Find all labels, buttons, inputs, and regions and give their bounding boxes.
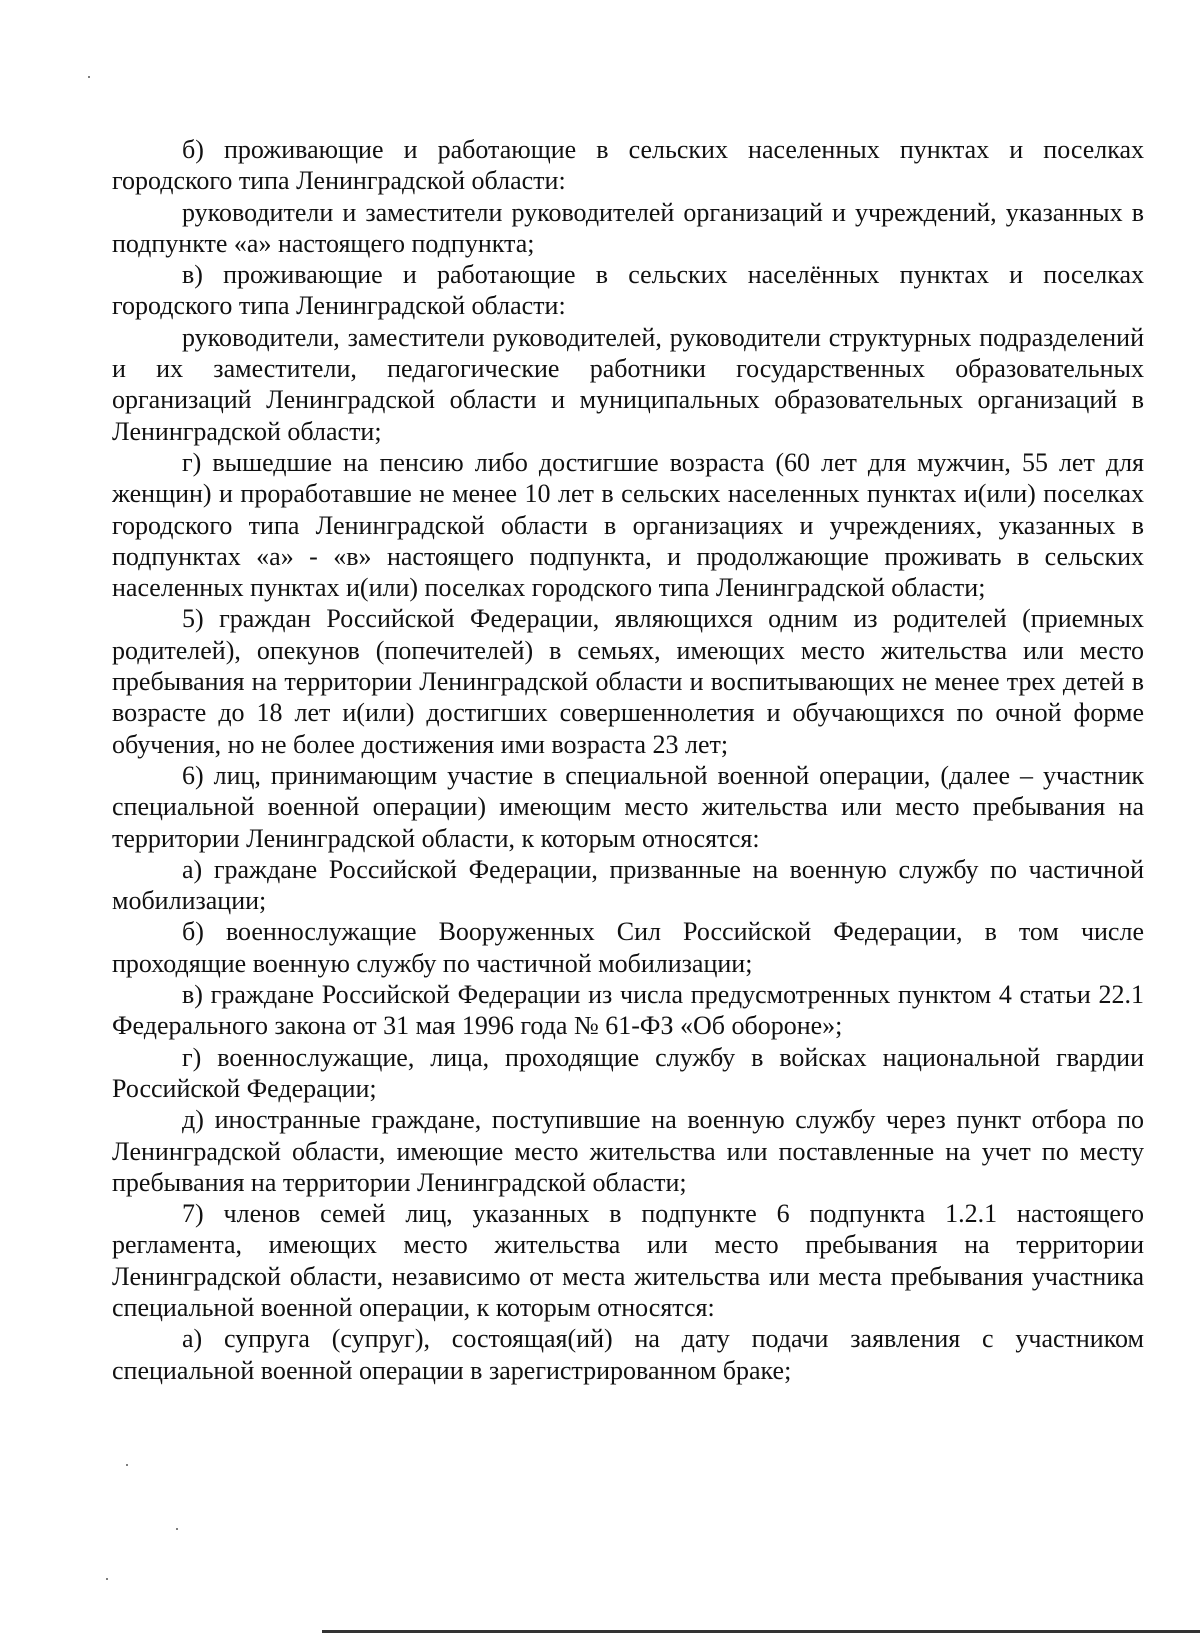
- scan-speck: [176, 1528, 178, 1530]
- paragraph-managers: руководители и заместители руководителей организаций и учреждений, указанных в подпункте «а» настоящего подпункта;: [112, 197, 1144, 258]
- paragraph-v-rural-residents: в) проживающие и работающие в сельских населённых пунктах и поселках городского типа Ленинградской области:: [112, 260, 1144, 321]
- paragraph-b-rural-residents: б) проживающие и работающие в сельских населенных пунктах и поселках городского типа Ленинградской области:: [112, 135, 1144, 196]
- scan-speck: [126, 1464, 128, 1466]
- paragraph-g-pensioners: г) вышедшие на пенсию либо достигшие возраста (60 лет для мужчин, 55 лет для женщин) и проработавшие не менее 10 лет в сельских населенных пунктах и(или) поселках городского типа Ленинградской области в организациях и учреждениях, указанных в подпунктах «а» - «в» настоящего подпункта, и продолжающие проживать в сельских населенных пунктах и(или) поселках городского типа Ленинградской области;: [112, 447, 1144, 603]
- paragraph-6v-defense-law: в) граждане Российской Федерации из числа предусмотренных пунктом 4 статьи 22.1 Федерального закона от 31 мая 1996 года № 61-ФЗ «Об обороне»;: [112, 980, 1144, 1041]
- scan-bottom-edge: [322, 1630, 1200, 1633]
- scan-speck: [106, 1578, 108, 1580]
- paragraph-6a-mobilized: а) граждане Российской Федерации, призванные на военную службу по частичной мобилизации;: [112, 854, 1144, 916]
- paragraph-7a-spouse: а) супруга (супруг), состоящая(ий) на дату подачи заявления с участником специальной военной операции в зарегистрированном браке;: [112, 1324, 1144, 1385]
- paragraph-educators: руководители, заместители руководителей, руководители структурных подразделений и их заместители, педагогические работники государственных образовательных организаций Ленинградской области и муниципальных образовательных организаций в Ленинградской области;: [112, 322, 1144, 446]
- paragraph-6d-foreign-citizens: д) иностранные граждане, поступившие на военную службу через пункт отбора по Ленинградской области, имеющие место жительства или поставленные на учет по месту пребывания на территории Ленинградской области;: [112, 1105, 1144, 1197]
- document-body: [112, 134, 1144, 1386]
- paragraph-7-family-members: 7) членов семей лиц, указанных в подпункте 6 подпункта 1.2.1 настоящего регламента, имеющих место жительства или место пребывания на территории Ленинградской области, независимо от места жительства или места пребывания участника специальной военной операции, к которым относятся:: [112, 1199, 1144, 1322]
- scan-speck: [88, 76, 90, 78]
- paragraph-6g-national-guard: г) военнослужащие, лица, проходящие службу в войсках национальной гвардии Российской Федерации;: [112, 1042, 1144, 1103]
- paragraph-6-svo-participants: 6) лиц, принимающим участие в специальной военной операции, (далее – участник специальной военной операции) имеющим место жительства или место пребывания на территории Ленинградской области, к которым относятся:: [112, 760, 1144, 853]
- paragraph-5-large-families: 5) граждан Российской Федерации, являющихся одним из родителей (приемных родителей), опекунов (попечителей) в семьях, имеющих место жительства или место пребывания на территории Ленинградской области и воспитывающих не менее трех детей в возрасте до 18 лет и(или) достигших совершеннолетия и обучающихся по очной форме обучения, но не более достижения ими возраста 23 лет;: [112, 604, 1144, 759]
- paragraph-6b-servicemen: б) военнослужащие Вооруженных Сил Российской Федерации, в том числе проходящие военную службу по частичной мобилизации;: [112, 917, 1144, 978]
